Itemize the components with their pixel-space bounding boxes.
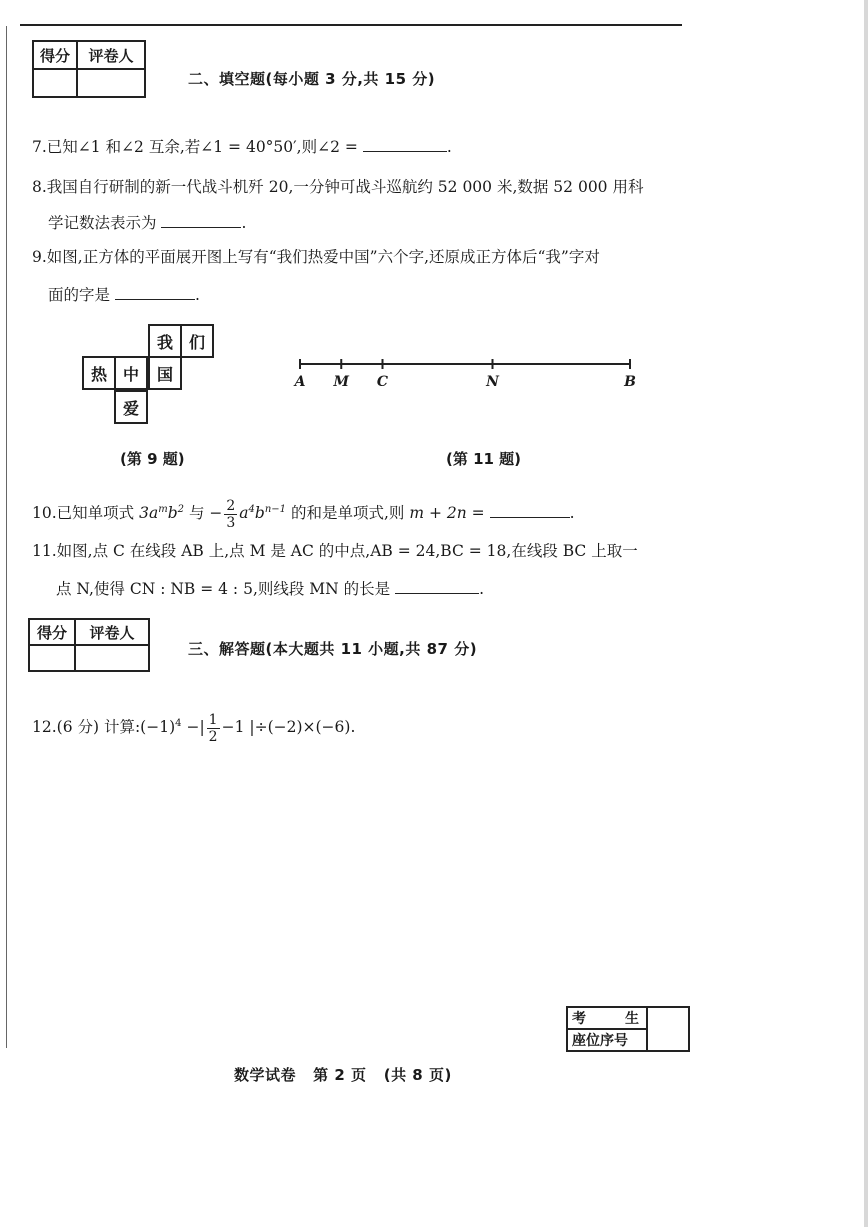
q11-line1: 11.如图,点 C 在线段 AB 上,点 M 是 AC 的中点,AB = 24,BC = 18,在线段 BC 上取一 bbox=[32, 542, 638, 560]
seat-label-row1: 考 生 bbox=[567, 1007, 647, 1029]
point-m-label: M bbox=[333, 374, 349, 390]
grader-cell[interactable] bbox=[75, 645, 149, 671]
section3-score-box bbox=[28, 618, 150, 672]
question-8-line2 bbox=[48, 212, 246, 234]
q8-line2: 学记数法表示为 bbox=[48, 214, 157, 232]
seat-number-cell[interactable] bbox=[647, 1007, 689, 1051]
q8-line1: 8.我国自行研制的新一代战斗机歼 20,一分钟可战斗巡航约 52 000 米,数据 52 000 用科 bbox=[32, 178, 644, 196]
q10-prefix: 10.已知单项式 bbox=[32, 504, 135, 523]
left-binding-line bbox=[6, 26, 7, 1048]
q10-term1-exp-m: m bbox=[158, 504, 168, 515]
q12-mid: −| bbox=[186, 718, 205, 737]
score-cell[interactable] bbox=[29, 645, 75, 671]
grader-label: 评卷人 bbox=[75, 619, 149, 645]
q7-text: 7.已知∠1 和∠2 互余,若∠1 = 40°50′,则∠2 = bbox=[32, 138, 358, 156]
q10-term2-b: b bbox=[254, 504, 265, 523]
q10-term2-base: a bbox=[239, 504, 249, 523]
figure-9-caption: (第 9 题) bbox=[120, 450, 185, 468]
question-9-line2 bbox=[48, 284, 200, 306]
score-label: 得分 bbox=[33, 41, 77, 69]
q10-term2 bbox=[239, 504, 286, 522]
top-border-line bbox=[20, 24, 682, 26]
grader-cell[interactable] bbox=[77, 69, 145, 97]
q10-term1-b: b bbox=[167, 504, 178, 523]
seat-label-row2: 座位序号 bbox=[567, 1029, 647, 1051]
score-cell[interactable] bbox=[33, 69, 77, 97]
q11-answer-blank[interactable] bbox=[395, 579, 479, 594]
q10-suffix: 的和是单项式,则 bbox=[290, 504, 405, 523]
cube-cell-wo: 我 bbox=[148, 324, 182, 358]
question-11-line2 bbox=[56, 578, 484, 600]
q10-term1 bbox=[139, 504, 184, 522]
q8-end: . bbox=[241, 214, 247, 232]
section2-title: 二、填空题(每小题 3 分,共 15 分) bbox=[188, 70, 436, 88]
q12-suffix: −1 |÷(−2)×(−6). bbox=[221, 718, 356, 737]
q10-fraction bbox=[224, 498, 237, 531]
q12-exponent: 4 bbox=[175, 718, 182, 729]
q10-answer-blank[interactable] bbox=[490, 503, 570, 518]
q10-term2-exp-4: 4 bbox=[248, 504, 255, 515]
cube-cell-zhong: 中 bbox=[114, 356, 148, 390]
q8-answer-blank[interactable] bbox=[161, 213, 241, 228]
cube-cell-ai: 爱 bbox=[114, 390, 148, 424]
question-12 bbox=[32, 704, 355, 747]
q10-mid: 与 − bbox=[188, 504, 223, 523]
point-b-label: B bbox=[624, 374, 636, 390]
question-10 bbox=[32, 492, 575, 531]
cube-cell-guo: 国 bbox=[148, 356, 182, 390]
q12-frac-numerator: 1 bbox=[208, 711, 218, 728]
right-edge-shadow bbox=[864, 0, 868, 1227]
seat-number-box bbox=[566, 1006, 690, 1052]
cube-cell-re: 热 bbox=[82, 356, 116, 390]
q10-expr: m + 2n = bbox=[409, 504, 485, 523]
q12-frac-denominator: 2 bbox=[208, 728, 218, 745]
q7-end: . bbox=[446, 138, 452, 156]
q11-end: . bbox=[479, 580, 485, 598]
q10-term1-base: 3a bbox=[139, 504, 159, 523]
q10-end: . bbox=[569, 504, 575, 523]
q10-term2-exp-n: n−1 bbox=[264, 504, 287, 515]
q9-line1: 9.如图,正方体的平面展开图上写有“我们热爱中国”六个字,还原成正方体后“我”字对 bbox=[32, 248, 600, 266]
q12-fraction bbox=[207, 712, 220, 745]
q9-line2: 面的字是 bbox=[48, 286, 111, 304]
point-n-label: N bbox=[486, 374, 499, 390]
q9-answer-blank[interactable] bbox=[115, 285, 195, 300]
score-label: 得分 bbox=[29, 619, 75, 645]
q12-prefix: 12.(6 分) 计算:(−1) bbox=[32, 718, 176, 737]
cube-cell-men: 们 bbox=[180, 324, 214, 358]
q10-frac-numerator: 2 bbox=[226, 497, 236, 514]
segment-figure bbox=[290, 350, 650, 398]
section2-score-box bbox=[32, 40, 146, 98]
section3-title: 三、解答题(本大题共 11 小题,共 87 分) bbox=[188, 640, 478, 658]
q9-end: . bbox=[194, 286, 200, 304]
point-a-label: A bbox=[294, 374, 306, 390]
q11-line2: 点 N,使得 CN : NB = 4 : 5,则线段 MN 的长是 bbox=[56, 580, 391, 598]
page-footer: 数学试卷 第 2 页 (共 8 页) bbox=[234, 1066, 452, 1084]
q7-answer-blank[interactable] bbox=[363, 137, 447, 152]
figure-11-caption: (第 11 题) bbox=[446, 450, 522, 468]
grader-label: 评卷人 bbox=[77, 41, 145, 69]
point-c-label: C bbox=[376, 374, 389, 390]
question-7 bbox=[32, 136, 452, 158]
q10-frac-denominator: 3 bbox=[226, 514, 236, 531]
q10-term1-exp-2: 2 bbox=[177, 504, 184, 515]
